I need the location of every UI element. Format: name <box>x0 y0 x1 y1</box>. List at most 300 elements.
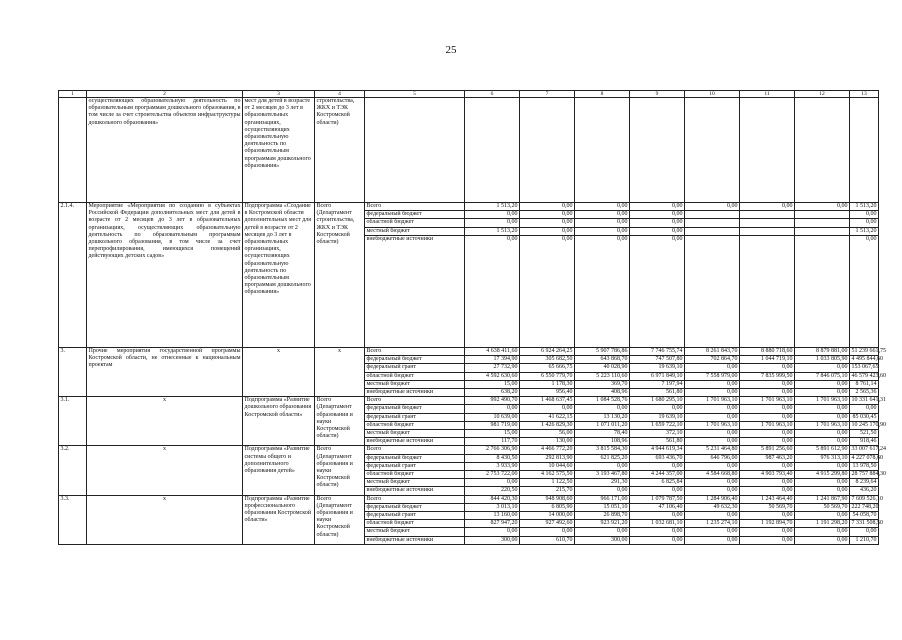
year-values <box>795 203 850 348</box>
col-number: 11 <box>740 91 795 98</box>
year-values <box>685 446 740 495</box>
amount-cell: 1 084 528,76 <box>575 397 629 405</box>
funding-source: Всего <box>365 348 464 356</box>
funding-source: внебюджетные источники <box>366 487 434 494</box>
funding-source: федеральный бюджет <box>365 405 464 413</box>
amount-cell: 981 719,00 <box>465 421 519 429</box>
amount-cell: 0,00 <box>520 211 574 219</box>
amount-cell: 0,00 <box>685 203 739 211</box>
amount-cell: 4 903 793,40 <box>740 471 794 479</box>
amount-cell: 0,00 <box>520 405 574 413</box>
amount-cell: 0,00 <box>795 380 849 388</box>
year-values <box>740 495 795 544</box>
funding-source: федеральный грант <box>365 364 464 372</box>
funding-source: местный бюджет <box>365 380 464 388</box>
funding-source: внебюджетные источники <box>366 235 434 242</box>
funding-source: федеральный грант <box>365 512 464 520</box>
amount-cell: 436,20 <box>860 487 877 494</box>
amount-cell: 56,00 <box>520 430 574 438</box>
amount-cell: 1 701 963,10 <box>685 397 739 405</box>
row-3-1 <box>59 397 879 446</box>
amount-cell: 0,00 <box>685 479 739 487</box>
amount-cell: 5 891 256,60 <box>740 446 794 454</box>
year-values <box>850 348 886 397</box>
subprogram-name: Подпрограмма «Создание в Костромской области дополнительных мест для детей в возрасте от 2 месяцев до 3 лет в образовательных организациях, осуществляющих образовательную деятельность по образовательным программам дошкольного образования» <box>243 203 315 348</box>
funding-source: федеральный грант <box>365 413 464 421</box>
amount-cell: 927 492,60 <box>520 520 574 528</box>
year-values <box>740 446 795 495</box>
year-values <box>520 397 575 446</box>
amount-cell: 0,00 <box>727 438 738 445</box>
year-values <box>575 348 630 397</box>
amount-cell: 918,46 <box>860 438 877 445</box>
col-number: 13 <box>850 91 879 98</box>
amount-cell: 0,00 <box>782 536 793 543</box>
amount-cell: 7 558 979,00 <box>685 372 739 380</box>
year-values <box>850 397 886 446</box>
funding-source: местный бюджет <box>365 528 464 536</box>
amount-cell: 0,00 <box>630 203 684 211</box>
amount-cell: 1 210,70 <box>855 536 877 543</box>
amount-cell: 0,00 <box>520 219 574 227</box>
amount-cell: 1 680 295,10 <box>630 397 684 405</box>
amount-cell: 702 864,70 <box>685 356 739 364</box>
funding-source: федеральный бюджет <box>365 356 464 364</box>
year-values <box>630 348 685 397</box>
col-number: 8 <box>575 91 630 98</box>
col-number: 3 <box>243 91 315 98</box>
amount-cell: 50 569,70 <box>740 503 794 511</box>
funding-source: местный бюджет <box>365 479 464 487</box>
amount-cell: 85 030,45 <box>850 413 878 421</box>
amount-cell: 0,00 <box>630 227 684 235</box>
amount-cell: 1 192 894,70 <box>740 520 794 528</box>
amount-cell <box>740 211 794 219</box>
amount-cell: 0,00 <box>727 389 738 396</box>
amount-cell: 0,00 <box>782 438 793 445</box>
year-values <box>685 495 740 544</box>
col-number: 12 <box>795 91 850 98</box>
amount-cell: 561,80 <box>666 389 683 396</box>
amount-cell: 27 732,90 <box>465 364 519 372</box>
amount-cell: 13 160,00 <box>465 512 519 520</box>
amount-cell: 19 639,10 <box>630 364 684 372</box>
col-number: 2 <box>87 91 243 98</box>
amount-cell: 987 463,20 <box>740 454 794 462</box>
amount-cell: 300,00 <box>501 536 518 543</box>
year-values <box>740 397 795 446</box>
year-values <box>465 203 520 348</box>
amount-cell <box>795 211 849 219</box>
amount-cell: 1 243 464,40 <box>740 496 794 504</box>
amount-cell: 33 007 617,24 <box>851 446 886 453</box>
amount-cell: 8 761,14 <box>850 380 878 388</box>
amount-cell: 220,50 <box>501 487 518 494</box>
amount-cell: 2 766 306,90 <box>465 446 519 454</box>
amount-cell: 0,00 <box>685 528 739 536</box>
year-values <box>520 446 575 495</box>
amount-cell: 0,00 <box>850 219 878 227</box>
amount-cell: 1 513,20 <box>465 227 519 235</box>
amount-cell: 8 880 718,60 <box>740 348 794 356</box>
amount-cell: 13 130,20 <box>575 413 629 421</box>
amount-cell: 1 513,20 <box>465 203 519 211</box>
subprogram-name: x <box>243 348 315 397</box>
year-values <box>520 203 575 348</box>
measure-description: x <box>87 495 243 544</box>
amount-cell: 0,00 <box>837 389 848 396</box>
amount-cell: 0,00 <box>465 211 519 219</box>
amount-cell <box>795 219 849 227</box>
funding-source: областной бюджет <box>365 372 464 380</box>
funding-source: федеральный бюджет <box>365 211 464 219</box>
amount-cell: 976 313,10 <box>795 454 849 462</box>
col-number: 9 <box>630 91 685 98</box>
amount-cell: 1 659 722,10 <box>630 421 684 429</box>
amount-cell: 5 907 786,86 <box>575 348 629 356</box>
amount-cell: 966 171,00 <box>575 496 629 504</box>
amount-cell: 0,00 <box>740 430 794 438</box>
funding-source: Всего <box>365 496 464 504</box>
amount-cell: 10 331 641,31 <box>851 397 886 404</box>
amount-cell: 844 420,30 <box>465 496 519 504</box>
amount-cell: 1 513,20 <box>850 227 878 235</box>
amount-cell: 1 032 681,10 <box>630 520 684 528</box>
amount-cell: 8 261 843,70 <box>685 348 739 356</box>
amount-cell: 0,00 <box>740 364 794 372</box>
executor: x <box>315 348 365 397</box>
funding-source: федеральный бюджет <box>365 503 464 511</box>
item-number: 3.1. <box>59 397 87 446</box>
amount-cell: 0,00 <box>575 528 629 536</box>
amount-cell: 0,00 <box>575 462 629 470</box>
year-values <box>520 495 575 544</box>
page-number: 25 <box>445 44 457 56</box>
amount-cell: 0,00 <box>782 389 793 396</box>
measure-description: осуществляющих образовательную деятельность по образовательным программам дошкольного образования, в том числе за счет строительства объектов инфраструктуры дошкольного образования» <box>87 98 243 203</box>
amount-cell: 0,00 <box>465 219 519 227</box>
amount-cell: 28 757 884,30 <box>851 471 886 478</box>
row-2-1-4 <box>59 203 879 348</box>
amount-cell: 0,00 <box>795 405 849 413</box>
amount-cell: 19 639,10 <box>630 413 684 421</box>
year-values <box>685 203 740 348</box>
amount-cell: 6 805,90 <box>520 503 574 511</box>
col-number: 5 <box>365 91 465 98</box>
amount-cell: 4 638 411,60 <box>465 348 519 356</box>
amount-cell: 7 746 755,74 <box>630 348 684 356</box>
amount-cell: 40 028,90 <box>575 364 629 372</box>
funding-source: Всего <box>365 446 464 454</box>
amount-cell <box>685 235 739 243</box>
funding-source: федеральный грант <box>365 462 464 470</box>
amount-cell: 14 000,00 <box>520 512 574 520</box>
amount-cell: 0,00 <box>795 430 849 438</box>
amount-cell: 0,00 <box>782 487 793 494</box>
amount-cell: 49 632,30 <box>685 503 739 511</box>
amount-cell: 4 495 844,60 <box>851 356 883 363</box>
amount-cell: 8 239,64 <box>850 479 878 487</box>
amount-cell: 4 944 619,34 <box>630 446 684 454</box>
amount-cell <box>685 219 739 227</box>
amount-cell: 47 106,40 <box>630 503 684 511</box>
amount-cell: 0,00 <box>630 219 684 227</box>
executor: Всего (Департамент образования и науки Костромской области) <box>315 446 365 495</box>
funding-sources <box>365 495 465 544</box>
amount-cell: 153 067,65 <box>851 364 879 371</box>
amount-cell: 7 331 508,50 <box>851 520 883 527</box>
amount-cell: 7 846 075,10 <box>795 372 849 380</box>
amount-cell: 6 971 849,10 <box>630 372 684 380</box>
funding-sources <box>365 397 465 446</box>
item-number: 3. <box>59 348 87 397</box>
year-values <box>465 446 520 495</box>
amount-cell: 50 569,70 <box>795 503 849 511</box>
amount-cell: 1 701 963,10 <box>795 421 849 429</box>
amount-cell: 300,00 <box>611 536 628 543</box>
year-values <box>850 495 883 544</box>
row-3-2 <box>59 446 879 495</box>
amount-cell: 2 753 722,00 <box>465 471 519 479</box>
item-number: 3.2. <box>59 446 87 495</box>
amount-cell: 0,00 <box>850 528 878 536</box>
amount-cell: 0,00 <box>727 536 738 543</box>
amount-cell: 1 701 963,10 <box>740 421 794 429</box>
amount-cell: 13 978,50 <box>850 462 878 470</box>
amount-cell: 0,00 <box>740 462 794 470</box>
year-values <box>795 397 850 446</box>
amount-cell: 0,00 <box>465 528 519 536</box>
amount-cell: 15,00 <box>465 380 519 388</box>
funding-sources <box>365 203 465 348</box>
funding-source: местный бюджет <box>365 430 464 438</box>
amount-cell: 51 239 661,75 <box>851 348 886 354</box>
amount-cell: 8 879 881,00 <box>795 348 849 356</box>
amount-cell: 1 044 719,10 <box>740 356 794 364</box>
year-values <box>575 446 630 495</box>
year-values <box>795 495 850 544</box>
amount-cell: 0,00 <box>617 487 628 494</box>
amount-cell: 0,00 <box>507 235 518 242</box>
row-3-3 <box>59 495 879 544</box>
year-values <box>740 203 795 348</box>
amount-cell: 0,00 <box>685 413 739 421</box>
amount-cell: 46 579 423,60 <box>851 372 886 379</box>
amount-cell: 1 513,20 <box>850 203 878 211</box>
amount-cell <box>685 211 739 219</box>
funding-source: федеральный бюджет <box>365 454 464 462</box>
amount-cell: 305 682,50 <box>520 356 574 364</box>
amount-cell: 3 013,10 <box>465 503 519 511</box>
amount-cell: 0,00 <box>795 462 849 470</box>
amount-cell: 0,00 <box>575 203 629 211</box>
amount-cell: 0,00 <box>465 405 519 413</box>
amount-cell: 7 197,94 <box>630 380 684 388</box>
amount-cell: 956,40 <box>556 389 573 396</box>
year-values <box>630 446 685 495</box>
year-values <box>630 495 685 544</box>
amount-cell: 0,00 <box>630 462 684 470</box>
amount-cell: 1 426 829,30 <box>520 421 574 429</box>
amount-cell: 0,00 <box>672 235 683 242</box>
amount-cell: 827 947,20 <box>465 520 519 528</box>
col-number: 6 <box>465 91 520 98</box>
amount-cell: 621 825,20 <box>575 454 629 462</box>
amount-cell: 0,00 <box>630 405 684 413</box>
year-values <box>795 446 850 495</box>
amount-cell: 0,00 <box>630 512 684 520</box>
amount-cell: 7 835 999,50 <box>740 372 794 380</box>
amount-cell: 0,00 <box>575 405 629 413</box>
year-values <box>575 203 630 348</box>
amount-cell: 5 891 612,90 <box>795 446 849 454</box>
amount-cell: 0,00 <box>520 227 574 235</box>
amount-cell: 0,00 <box>617 235 628 242</box>
amount-cell <box>795 235 849 243</box>
amount-cell: 1 122,50 <box>520 479 574 487</box>
col-number: 7 <box>520 91 575 98</box>
amount-cell: 6 550 779,70 <box>520 372 574 380</box>
amount-cell: 222 748,20 <box>851 503 879 510</box>
amount-cell: 747 507,80 <box>630 356 684 364</box>
budget-table <box>58 90 886 545</box>
amount-cell: 0,00 <box>795 512 849 520</box>
amount-cell <box>740 235 794 243</box>
amount-cell: 0,00 <box>520 528 574 536</box>
amount-cell: 923 921,20 <box>575 520 629 528</box>
amount-cell: 3 815 584,30 <box>575 446 629 454</box>
amount-cell: 4 162 575,50 <box>520 471 574 479</box>
year-values <box>465 348 520 397</box>
year-values <box>575 397 630 446</box>
amount-cell: 0,00 <box>795 479 849 487</box>
amount-cell: 26 898,70 <box>575 512 629 520</box>
year-values <box>575 495 630 544</box>
amount-cell: 0,00 <box>685 405 739 413</box>
subprogram-name: мест для детей в возрасте от 2 месяцев до 3 лет в образовательных организациях, осуществляющих образовательную деятельность по образовательным программам дошкольного образования» <box>243 98 315 203</box>
amount-cell: 0,00 <box>740 203 794 211</box>
amount-cell: 0,00 <box>575 227 629 235</box>
amount-cell: 41 622,15 <box>520 413 574 421</box>
amount-cell: 948 908,60 <box>520 496 574 504</box>
amount-cell: 372,10 <box>630 430 684 438</box>
amount-cell: 7 609 526,10 <box>851 495 883 502</box>
amount-cell: 0,00 <box>630 211 684 219</box>
amount-cell: 0,00 <box>795 203 849 211</box>
row-3 <box>59 348 879 397</box>
measure-description: x <box>87 446 243 495</box>
item-number: 3.3. <box>59 495 87 544</box>
amount-cell: 0,00 <box>740 405 794 413</box>
amount-cell: 561,80 <box>666 438 683 445</box>
amount-cell <box>685 227 739 235</box>
amount-cell: 4 584 668,80 <box>685 471 739 479</box>
amount-cell: 1 701 963,10 <box>685 421 739 429</box>
amount-cell: 4 915 299,80 <box>795 471 849 479</box>
amount-cell: 0,00 <box>740 512 794 520</box>
amount-cell: 10 044,60 <box>520 462 574 470</box>
year-values <box>630 397 685 446</box>
amount-cell: 1 071 011,20 <box>575 421 629 429</box>
amount-cell <box>740 227 794 235</box>
amount-cell: 4 244 357,00 <box>630 471 684 479</box>
year-values <box>630 203 685 348</box>
col-number: 1 <box>59 91 87 98</box>
amount-cell: 1 284 906,40 <box>685 496 739 504</box>
amount-cell: 0,00 <box>740 479 794 487</box>
amount-cell: 0,00 <box>837 536 848 543</box>
funding-source: внебюджетные источники <box>366 438 434 445</box>
amount-cell: 1 235 274,10 <box>685 520 739 528</box>
continuation-row <box>59 98 879 203</box>
amount-cell: 108,96 <box>611 438 628 445</box>
amount-cell <box>795 227 849 235</box>
year-values <box>850 446 886 495</box>
column-number-row <box>59 91 879 98</box>
funding-source: областной бюджет <box>365 520 464 528</box>
amount-cell: 1 178,30 <box>520 380 574 388</box>
amount-cell: 0,00 <box>850 211 878 219</box>
amount-cell: 0,00 <box>520 203 574 211</box>
amount-cell: 0,00 <box>685 430 739 438</box>
amount-cell: 0,00 <box>795 364 849 372</box>
executor: Всего (Департамент строительства, ЖКХ и ТЭК Костромской области) <box>315 203 365 348</box>
funding-sources <box>365 348 465 397</box>
year-values <box>685 348 740 397</box>
year-values <box>465 495 520 544</box>
amount-cell: 0,00 <box>740 413 794 421</box>
funding-source: областной бюджет <box>365 219 464 227</box>
measure-description: Прочие мероприятия государственной программы Костромской области, не отнесенные к национальным проектам <box>87 348 243 397</box>
amount-cell: 0,00 <box>795 528 849 536</box>
amount-cell: 4 466 772,20 <box>520 446 574 454</box>
executor: строительства, ЖКХ и ТЭК Костромской области) <box>315 98 365 203</box>
funding-source: местный бюджет <box>365 227 464 235</box>
amount-cell: 2 565,36 <box>855 389 877 396</box>
amount-cell: 3 933,90 <box>465 462 519 470</box>
amount-cell: 54 058,70 <box>850 512 878 520</box>
funding-source: внебюджетные источники <box>366 536 434 543</box>
funding-source: внебюджетные источники <box>366 389 434 396</box>
amount-cell: 17 394,90 <box>465 356 519 364</box>
year-values <box>795 348 850 397</box>
funding-source: Всего <box>365 203 464 211</box>
amount-cell: 0,00 <box>685 380 739 388</box>
amount-cell: 0,00 <box>685 462 739 470</box>
subprogram-name: Подпрограмма «Развитие профессионального образования Костромской области» <box>243 495 315 544</box>
amount-cell: 1 468 637,45 <box>520 397 574 405</box>
amount-cell: 4 227 078,60 <box>851 454 883 461</box>
amount-cell: 0,00 <box>685 364 739 372</box>
item-number: 2.1.4. <box>59 203 87 348</box>
amount-cell: 6 825,84 <box>630 479 684 487</box>
amount-cell: 8 430,50 <box>465 454 519 462</box>
amount-cell: 4 592 630,60 <box>465 372 519 380</box>
measure-description: x <box>87 397 243 446</box>
amount-cell: 693 436,70 <box>630 454 684 462</box>
amount-cell: 117,70 <box>501 438 518 445</box>
year-values <box>850 203 879 348</box>
funding-source: областной бюджет <box>365 471 464 479</box>
amount-cell: 0,00 <box>866 235 877 242</box>
amount-cell: 646 796,00 <box>685 454 739 462</box>
amount-cell: 292 813,90 <box>520 454 574 462</box>
amount-cell: 1 191 298,20 <box>795 520 849 528</box>
amount-cell: 0,00 <box>685 512 739 520</box>
amount-cell: 1 241 867,90 <box>795 496 849 504</box>
amount-cell: 15 051,10 <box>575 503 629 511</box>
amount-cell: 15,00 <box>465 430 519 438</box>
